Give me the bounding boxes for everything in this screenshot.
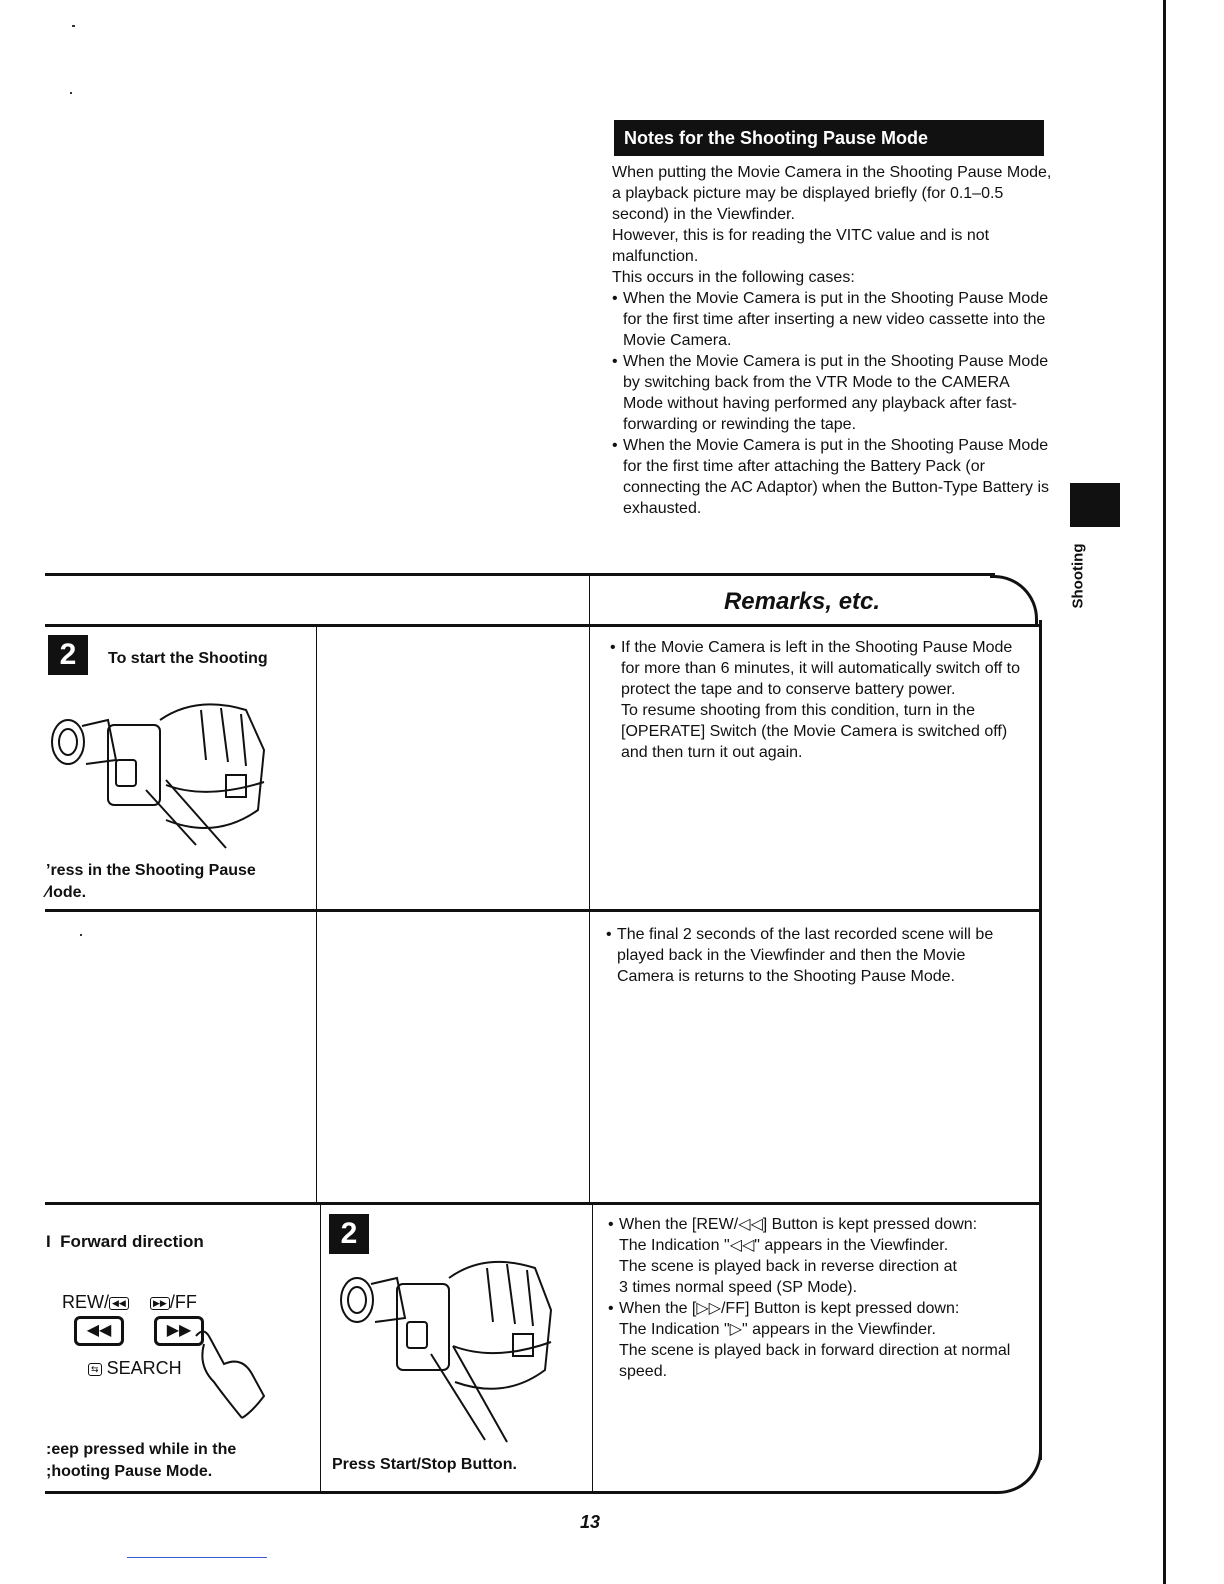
fast-forward-icon: ▶▶ [150, 1297, 170, 1310]
notes-bullet: • When the Movie Camera is put in the Shooting Pause Mode for the first time after attaching the Battery Pack (or connecting the AC Adaptor) when the Button-Type Battery is exhausted. [612, 435, 1052, 519]
column-divider [592, 1204, 593, 1492]
remark-bullet: • The final 2 seconds of the last recorded scene will be played back in the Viewfinder and then the Movie Camera is returns to the Shooting Pause Mode. [606, 924, 1026, 987]
section-tab-label: Shooting [1069, 543, 1087, 609]
step-number-badge: 2 [329, 1214, 369, 1254]
camcorder-illustration [335, 1250, 565, 1450]
remark-text: The Indication "◁◁" appears in the Viewfinder. [619, 1237, 949, 1254]
row-title: I Forward direction [46, 1232, 204, 1251]
camcorder-illustration [46, 690, 286, 860]
finger-press-icon [190, 1320, 270, 1420]
remark-bullet: • When the [REW/◁◁] Button is kept pressed down: [608, 1214, 1034, 1235]
page-number: 13 [579, 1512, 601, 1532]
notes-bullet-list [612, 288, 1052, 519]
notes-title: Notes for the Shooting Pause Mode [614, 120, 1044, 156]
row-title: To start the Shooting [108, 650, 268, 667]
notes-paragraph: However, this is for reading the VITC value and is not malfunction. [612, 227, 990, 265]
remarks-heading: Remarks, etc. [723, 588, 881, 615]
search-icon: ⇆ [88, 1363, 102, 1376]
notes-paragraph: This occurs in the following cases: [612, 269, 855, 286]
table-row-rule [45, 909, 1041, 912]
notes-paragraph: When putting the Movie Camera in the Shooting Pause Mode, a playback picture may be displayed briefly (for 0.1–0.5 second) in the Viewfinder. [612, 164, 1052, 223]
speck [70, 92, 72, 94]
remark-text: The scene is played back in reverse direction at [619, 1258, 957, 1275]
remark-text: 3 times normal speed (SP Mode). [619, 1279, 858, 1296]
remark-bullet: • If the Movie Camera is left in the Shooting Pause Mode for more than 6 minutes, it will automatically switch off to protect the tape and to conserve battery power. [610, 637, 1030, 700]
remark-cell [606, 924, 1026, 987]
table-top-rule [45, 573, 995, 576]
table-corner-bottom [990, 1442, 1042, 1494]
notes-bullet: • When the Movie Camera is put in the Shooting Pause Mode for the first time after inserting a new video cassette into the Movie Camera. [612, 288, 1052, 351]
notes-body [612, 162, 1052, 519]
remark-bullet: • When the [▷▷/FF] Button is kept pressed down: [608, 1298, 1034, 1319]
ff-label: ▶▶ /FF [150, 1292, 197, 1313]
table-divider [589, 576, 590, 626]
table-row-rule [45, 1202, 1041, 1205]
column-divider [320, 1204, 321, 1492]
column-divider [589, 624, 590, 1204]
column-divider [316, 624, 317, 1204]
table-right-border [1039, 620, 1042, 1460]
remark-cell [610, 637, 1030, 763]
step-number-badge: 2 [48, 635, 88, 675]
ff-button[interactable]: ▶▶ [154, 1316, 204, 1346]
section-tab-marker [1070, 483, 1120, 527]
step-caption: Press Start/Stop Button. [332, 1456, 517, 1473]
rew-label: REW/ ◀◀ [62, 1292, 129, 1313]
remark-text: To resume shooting from this condition, turn in the [OPERATE] Switch (the Movie Camera is switched off) and then turn it out again. [621, 702, 1008, 761]
footer-rule [127, 1557, 267, 1558]
rewind-icon: ◀◀ [109, 1297, 129, 1310]
remark-text: The Indication "▷" appears in the Viewfinder. [619, 1321, 936, 1338]
row-caption: :eep pressed while in the ;hooting Pause Mode. [46, 1441, 237, 1480]
remark-cell [608, 1214, 1034, 1382]
rew-ff-buttons-figure [60, 1290, 270, 1425]
page-edge-line [1163, 0, 1166, 1584]
rew-button[interactable]: ◀◀ [74, 1316, 124, 1346]
table-header-rule [45, 624, 1041, 627]
notes-bullet: • When the Movie Camera is put in the Shooting Pause Mode by switching back from the VTR Mode to the CAMERA Mode without having performed any playback after fast-forwarding or rewinding the tape. [612, 351, 1052, 435]
speck [72, 25, 75, 27]
remark-text: The scene is played back in forward direction at normal speed. [619, 1342, 1011, 1380]
row-caption: ’ress in the Shooting Pause ⁄lode. [46, 862, 256, 901]
table-bottom-rule [45, 1491, 993, 1494]
speck [80, 934, 82, 936]
search-label: ⇆ SEARCH [88, 1358, 182, 1379]
